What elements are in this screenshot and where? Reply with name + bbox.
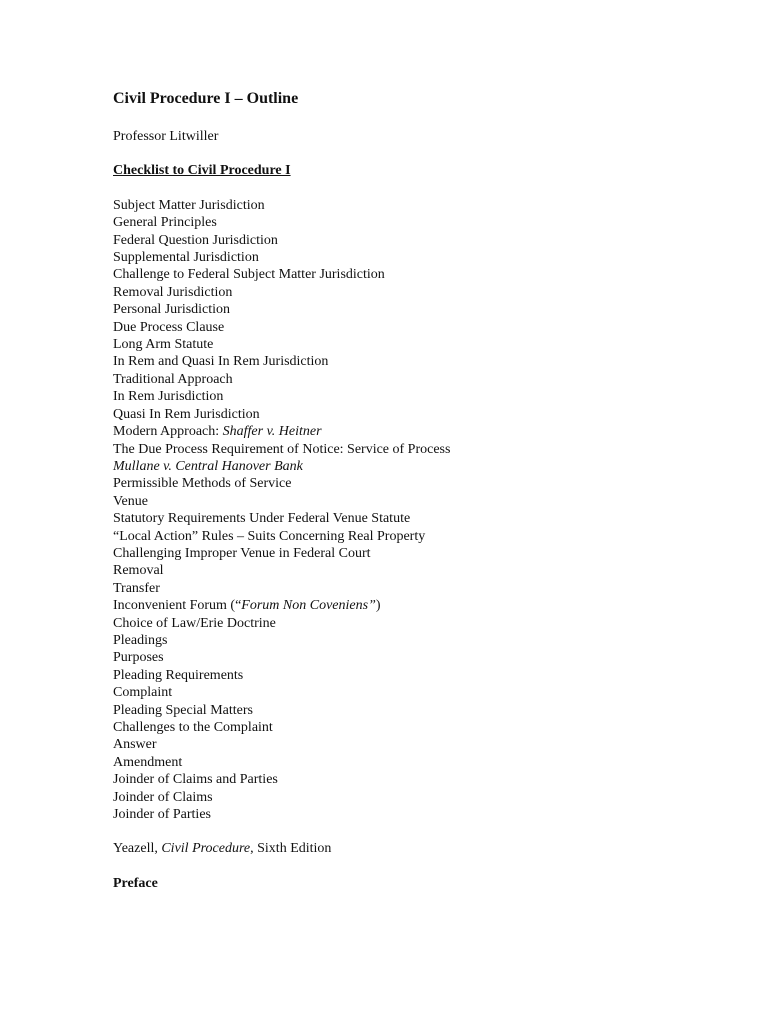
checklist-item: [113, 301, 713, 318]
checklist-item-text: Removal: [113, 563, 164, 579]
checklist-item: [113, 336, 713, 353]
checklist-item-text: General Principles: [113, 215, 217, 231]
checklist-item: [113, 423, 713, 440]
preface-heading: Preface: [113, 875, 158, 891]
checklist-item: [113, 754, 713, 771]
checklist-item-text: Personal Jurisdiction: [113, 302, 231, 318]
checklist-item-text: Traditional Approach: [113, 371, 233, 387]
checklist-item-text: Joinder of Parties: [113, 807, 211, 823]
checklist-item-text: Answer: [113, 737, 157, 753]
checklist-item-text: Pleadings: [113, 632, 168, 648]
checklist-item-text: In Rem Jurisdiction: [113, 389, 224, 405]
checklist-item-text: Supplemental Jurisdiction: [113, 250, 259, 266]
checklist-item-text: Inconvenient Forum (“: [113, 598, 242, 614]
citation-book-title: Civil Procedure: [161, 841, 251, 857]
checklist-item: [113, 597, 713, 614]
checklist-item-text: Choice of Law/Erie Doctrine: [113, 615, 276, 631]
checklist-item-text: Challenges to the Complaint: [113, 720, 273, 735]
citation-edition: , Sixth Edition: [250, 841, 332, 857]
checklist-item: [113, 388, 713, 405]
checklist-item-text: Subject Matter Jurisdiction: [113, 197, 265, 213]
checklist-item-case-name: Mullane v. Central Hanover Bank: [113, 458, 303, 474]
checklist: [113, 197, 713, 824]
checklist-item-text: Complaint: [113, 685, 173, 701]
checklist-item: [113, 806, 713, 823]
checklist-item: [113, 232, 713, 249]
checklist-item: [113, 197, 713, 214]
checklist-item: [113, 493, 713, 510]
checklist-item-text: Removal Jurisdiction: [113, 284, 233, 300]
checklist-item-case-name: Shaffer v. Heitner: [222, 424, 322, 440]
checklist-item-text: Challenge to Federal Subject Matter Jurisdiction: [113, 267, 385, 283]
checklist-item: [113, 458, 713, 475]
checklist-item-text: Joinder of Claims and Parties: [113, 772, 278, 788]
checklist-item-text: Pleading Requirements: [113, 667, 244, 683]
checklist-item-text: Statutory Requirements Under Federal Venue Statute: [113, 511, 411, 527]
checklist-item: [113, 562, 713, 579]
checklist-item: [113, 319, 713, 336]
checklist-item-text: Quasi In Rem Jurisdiction: [113, 406, 260, 422]
checklist-item: [113, 214, 713, 231]
checklist-item-text: Permissible Methods of Service: [113, 476, 292, 492]
checklist-item: [113, 736, 713, 753]
checklist-item-text: Venue: [113, 493, 148, 509]
checklist-item: [113, 580, 713, 597]
checklist-item: [113, 789, 713, 806]
checklist-item: [113, 441, 713, 458]
professor-name: Professor Litwiller: [113, 129, 219, 144]
textbook-citation: [113, 840, 713, 857]
checklist-item: [113, 249, 713, 266]
checklist-item: [113, 528, 713, 545]
checklist-item: [113, 632, 713, 649]
checklist-item: [113, 284, 713, 301]
document-body: [113, 88, 713, 892]
checklist-item-text: The Due Process Requirement of Notice: Service of Process: [113, 441, 451, 457]
checklist-item-text: Amendment: [113, 754, 183, 770]
checklist-item: [113, 406, 713, 423]
checklist-item: [113, 475, 713, 492]
checklist-item: [113, 684, 713, 701]
checklist-item-text: Joinder of Claims: [113, 789, 213, 805]
checklist-item-text: Modern Approach:: [113, 424, 223, 440]
checklist-item: [113, 545, 713, 562]
checklist-item: [113, 266, 713, 283]
checklist-item: [113, 771, 713, 788]
checklist-item-text: Pleading Special Matters: [113, 702, 253, 718]
checklist-item-text: Long Arm Statute: [113, 337, 214, 353]
checklist-item: [113, 667, 713, 684]
checklist-item-text: Purposes: [113, 650, 164, 666]
checklist-item-text: Due Process Clause: [113, 319, 225, 335]
checklist-item-suffix: ): [375, 598, 381, 614]
checklist-heading: Checklist to Civil Procedure I: [113, 163, 291, 179]
document-title: Civil Procedure I – Outline: [113, 90, 299, 107]
checklist-item: [113, 353, 713, 370]
citation-author: Yeazell,: [113, 841, 162, 857]
checklist-item: [113, 702, 713, 719]
checklist-item-text: In Rem and Quasi In Rem Jurisdiction: [113, 354, 329, 370]
checklist-item: [113, 371, 713, 388]
checklist-item-text: “Local Action” Rules – Suits Concerning Real Property: [113, 528, 426, 544]
checklist-item: [113, 615, 713, 632]
checklist-item-text: Federal Question Jurisdiction: [113, 232, 278, 248]
checklist-item: [113, 510, 713, 527]
checklist-item-case-name: Forum Non Coveniens”: [241, 598, 376, 614]
checklist-item: [113, 649, 713, 666]
checklist-item-text: Transfer: [113, 580, 160, 596]
checklist-item-text: Challenging Improper Venue in Federal Court: [113, 545, 371, 561]
checklist-item: [113, 719, 713, 736]
